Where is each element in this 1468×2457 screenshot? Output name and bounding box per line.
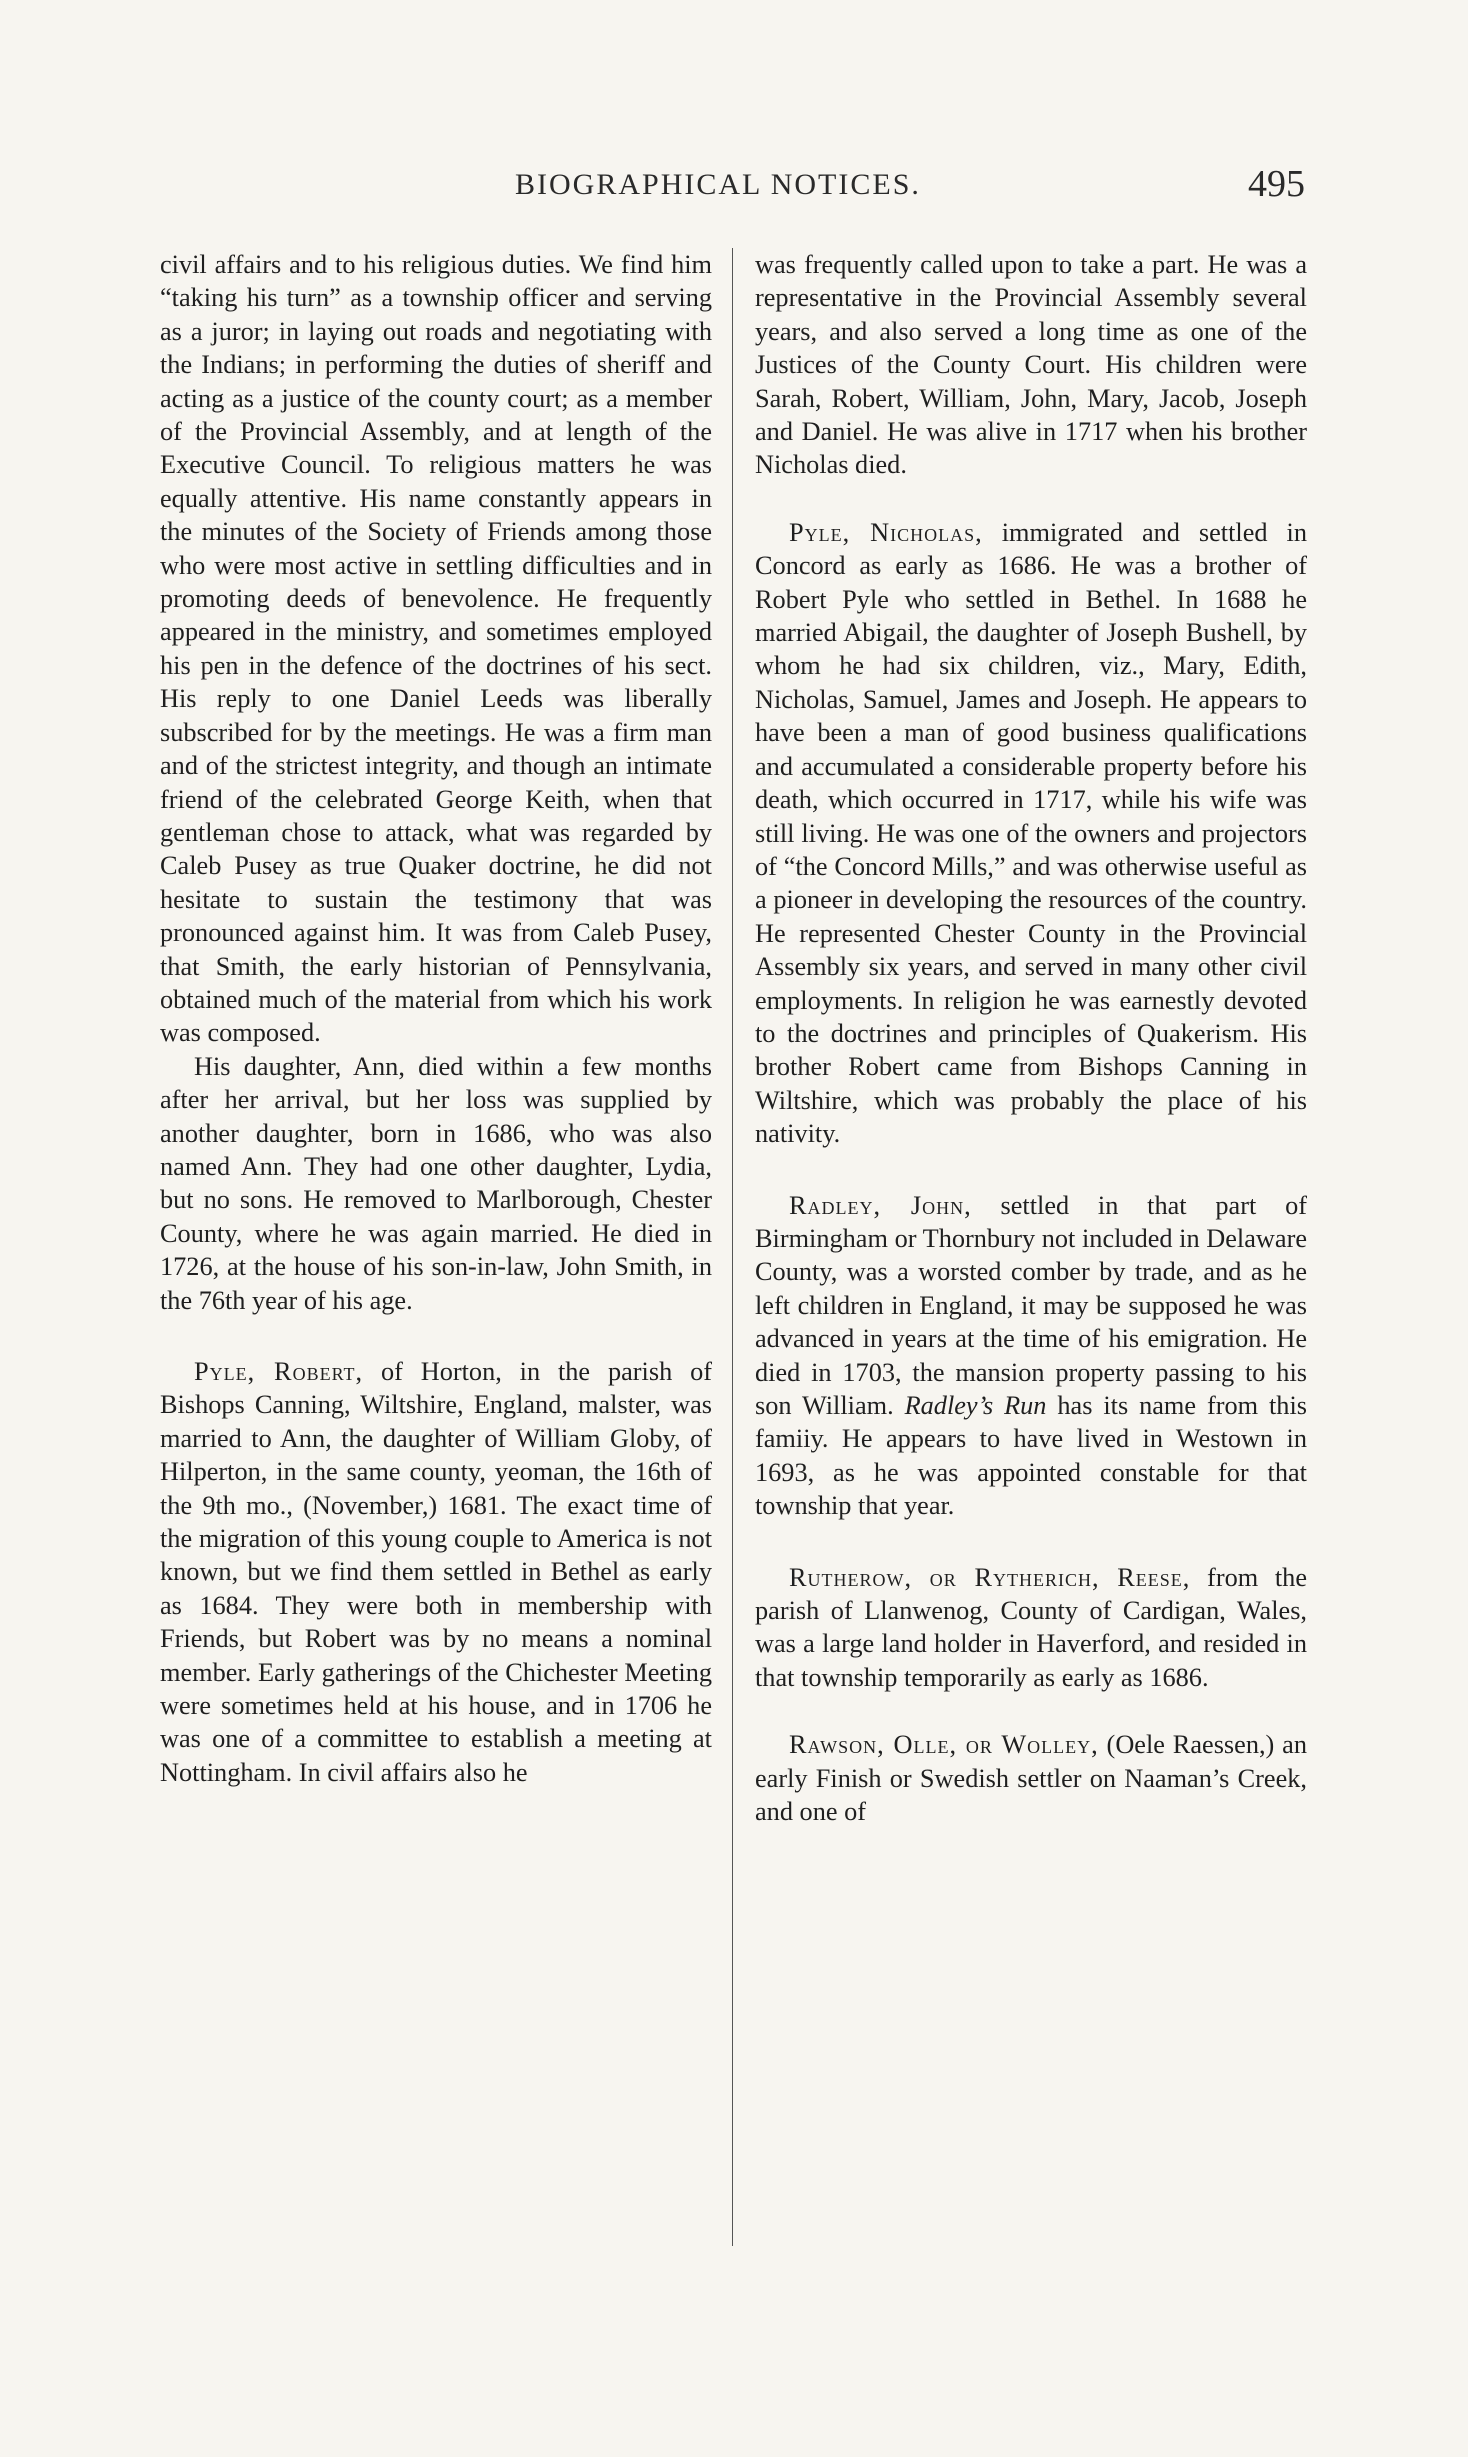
- entry-text: settled in that part of Birmingham or Thornbury not included in Delaware County, was a worsted comber by trade, and as he left children in England, it may be supposed he was advanced in years at the time of his emigration. He died in 1703, the mansion property passing to his son William.: [755, 1190, 1307, 1420]
- right-column: [755, 248, 1307, 1828]
- entry-pyle-robert: [160, 1355, 712, 1789]
- running-head: BIOGRAPHICAL NOTICES.: [515, 168, 921, 201]
- page-header: [150, 162, 1305, 212]
- paragraph-continuation: was frequently called upon to take a part. He was a representative in the Provincial Assembly several years, and also served a long time as one of the Justices of the County Court. His children were Sarah, Robert, William, John, Mary, Jacob, Joseph and Daniel. He was alive in 1717 when his brother Nicholas died.: [755, 250, 1307, 480]
- page-number: 495: [1248, 163, 1305, 205]
- entry-rutherow-reese: [755, 1561, 1307, 1695]
- entry-name: Pyle, Nicholas,: [789, 517, 983, 547]
- place-name-italic: Radley’s Run: [904, 1391, 1047, 1420]
- entry-rawson-olle: [755, 1728, 1307, 1828]
- entry-name: Pyle, Robert,: [194, 1357, 364, 1386]
- entry-text: has its name from this famiiy. He appears to have lived in Westown in 1693, as he was appointed constable for that township that year.: [755, 1391, 1307, 1521]
- entry-pyle-nicholas: [755, 516, 1307, 1151]
- entry-name: Radley, John,: [789, 1190, 972, 1220]
- entry-name: Rutherow, or Rytherich, Reese,: [789, 1562, 1191, 1592]
- entry-text: immigrated and settled in Concord as early as 1686. He was a brother of Robert Pyle who settled in Bethel. In 1688 he married Abigail, the daughter of Joseph Bushell, by whom he had six children, viz., Mary, Edith, Nicholas, Samuel, James and Joseph. He appears to have been a man of good business qualifications and accumulated a considerable property before his death, which occurred in 1717, while his wife was still living. He was one of the owners and projectors of “the Concord Mills,” and was otherwise useful as a pioneer in developing the resources of the country. He represented Chester County in the Provincial Assembly six years, and served in many other civil employments. In religion he was earnestly devoted to the doctrines and principles of Quakerism. His brother Robert came from Bishops Canning in Wiltshire, which was probably the place of his nativity.: [755, 517, 1307, 1149]
- entry-name: Rawson, Olle, or Wolley,: [789, 1730, 1099, 1760]
- entry-text: (Oele Raessen,) an early Finish or Swedish settler on Naaman’s Creek, and one of: [755, 1730, 1307, 1827]
- entry-text: from the parish of Llanwenog, County of Cardigan, Wales, was a large land holder in Haverford, and resided in that township temporarily as early as 1686.: [755, 1562, 1307, 1692]
- paragraph-continuation: civil affairs and to his religious duties. We find him “taking his turn” as a township officer and serving as a juror; in laying out roads and negotiating with the Indians; in performing the duties of sheriff and acting as a justice of the county court; as a member of the Provincial Assembly, and at length of the Executive Council. To religious matters he was equally attentive. His name constantly appears in the minutes of the Society of Friends among those who were most active in settling difficulties and in promoting deeds of benevolence. He frequently appeared in the ministry, and sometimes employed his pen in the defence of the doctrines of his sect. His reply to one Daniel Leeds was liberally subscribed for by the meetings. He was a firm man and of the strictest integrity, and though an intimate friend of the celebrated George Keith, when that gentleman chose to attack, what was regarded by Caleb Pusey as true Quaker doctrine, he did not hesitate to sustain the testimony that was pronounced against him. It was from Caleb Pusey, that Smith, the early historian of Pennsylvania, obtained much of the material from which his work was composed.: [160, 250, 712, 1048]
- paragraph-daughter: His daughter, Ann, died within a few months after her arrival, but her loss was supplied by another daughter, born in 1686, who was also named Ann. They had one other daughter, Lydia, but no sons. He removed to Marlborough, Chester County, where he was again married. He died in 1726, at the house of his son-in-law, John Smith, in the 76th year of his age.: [160, 1051, 712, 1315]
- column-divider: [732, 248, 733, 2246]
- entry-radley-john: [755, 1189, 1307, 1523]
- entry-text: of Horton, in the parish of Bishops Canning, Wiltshire, England, malster, was married to Ann, the daughter of William Globy, of Hilperton, in the same county, yeoman, the 16th of the 9th mo., (November,) 1681. The exact time of the migration of this young couple to America is not known, but we find them settled in Bethel as early as 1684. They were both in membership with Friends, but Robert was by no means a nominal member. Early gatherings of the Chichester Meeting were sometimes held at his house, and in 1706 he was one of a committee to establish a meeting at Nottingham. In civil affairs also he: [160, 1357, 712, 1787]
- left-column: [160, 248, 712, 1789]
